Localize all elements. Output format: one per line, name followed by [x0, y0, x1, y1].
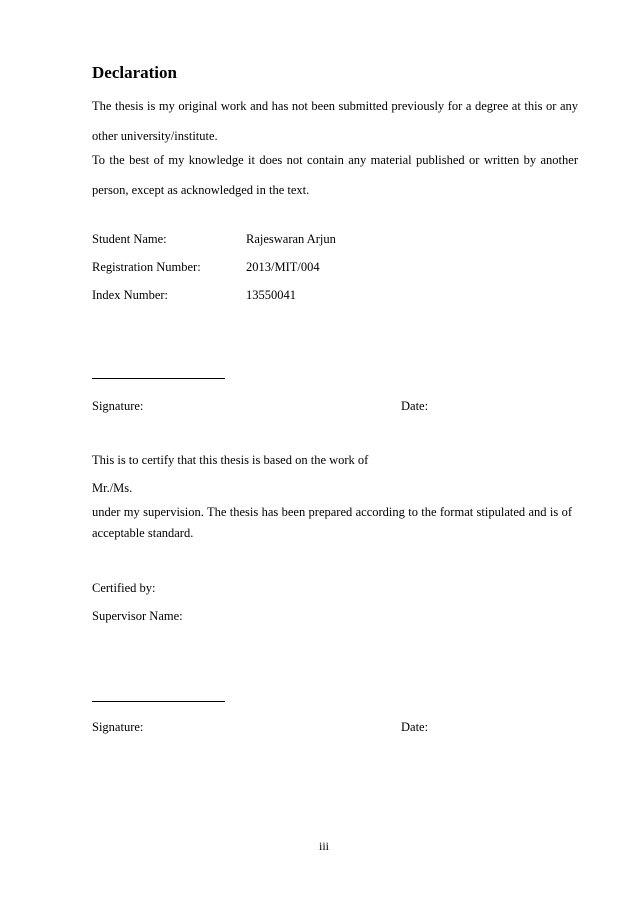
student-signature-label: Signature: [92, 399, 144, 413]
page-title: Declaration [92, 63, 177, 82]
supervisor-name-label: Supervisor Name: [92, 609, 183, 623]
declaration-paragraph-knowledge: To the best of my knowledge it does not contain any material published or written by another person, except as acknowledged in the text. [92, 153, 578, 197]
index-number-label: Index Number: [92, 288, 169, 302]
supervision-paragraph: under my supervision. The thesis has been prepared according to the format stipulated and is of acceptable standard. [92, 505, 572, 540]
registration-number-value: 2013/MIT/004 [246, 260, 320, 274]
student-name-value: Rajeswaran Arjun [246, 232, 336, 246]
certified-by-label: Certified by: [92, 581, 156, 595]
student-date-label: Date: [401, 399, 429, 413]
page-number: iii [319, 839, 330, 853]
supervisor-signature-line [92, 701, 225, 702]
declaration-paragraph-original-work: The thesis is my original work and has not been submitted previously for a degree at this or any other university/institute. [92, 99, 578, 143]
index-number-value: 13550041 [246, 288, 296, 302]
student-name-label: Student Name: [92, 232, 167, 246]
candidate-title-line: Mr./Ms. [92, 481, 133, 495]
student-signature-line [92, 378, 225, 379]
certification-statement: This is to certify that this thesis is based on the work of [92, 453, 369, 467]
registration-number-label: Registration Number: [92, 260, 201, 274]
supervisor-signature-label: Signature: [92, 720, 144, 734]
supervisor-date-label: Date: [401, 720, 429, 734]
